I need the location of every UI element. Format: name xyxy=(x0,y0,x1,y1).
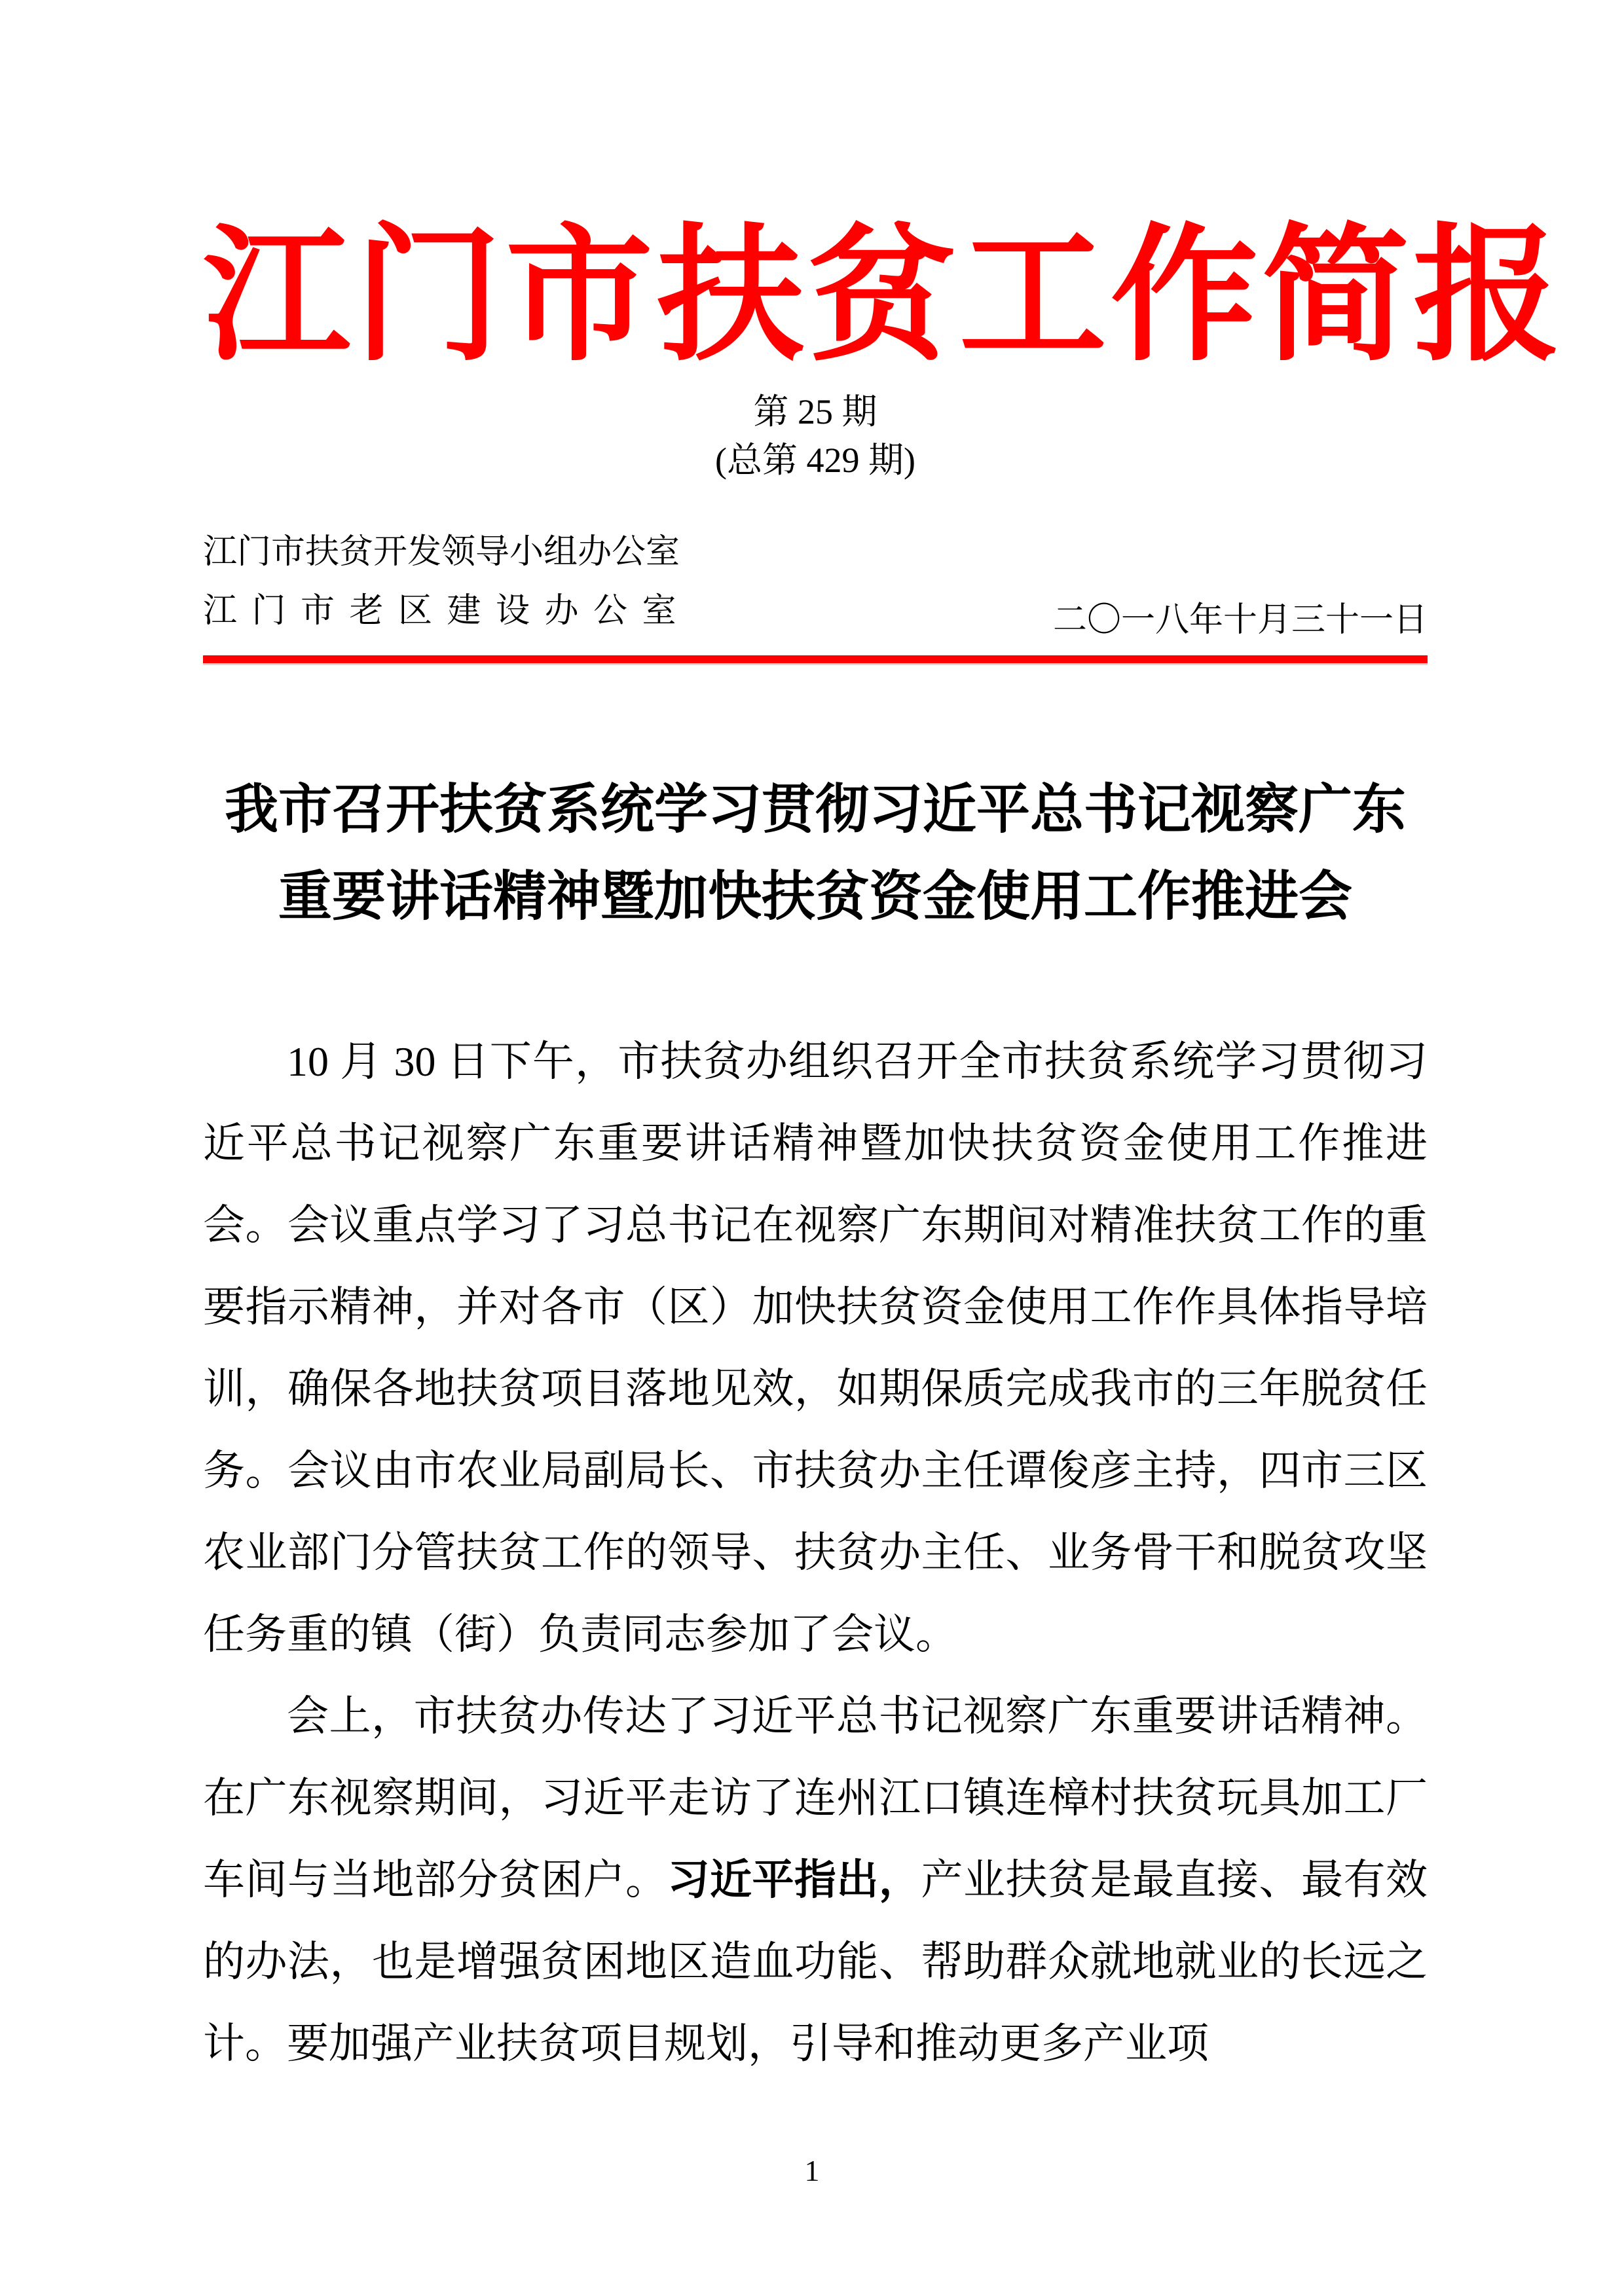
paragraph-1-text: 10 月 30 日下午，市扶贫办组织召开全市扶贫系统学习贯彻习近平总书记视察广东重要讲话精神暨加快扶贫资金使用工作推进会。会议重点学习了习总书记在视察广东期间对精准扶贫工作的重要指示精神，并对各市（区）加快扶贫资金使用工作作具体指导培训，确保各地扶贫项目落地见效，如期保质完成我市的三年脱贫任务。会议由市农业局副局长、市扶贫办主任谭俊彦主持，四市三区农业部门分管扶贫工作的领导、扶贫办主任、业务骨干和脱贫攻坚任务重的镇（街）负责同志参加了会议。 xyxy=(203,1038,1428,1658)
issuing-organizations xyxy=(203,523,692,642)
issue-date: 二〇一八年十月三十一日 xyxy=(1052,602,1428,640)
article-title-line-1: 我市召开扶贫系统学习贯彻习近平总书记视察广东 xyxy=(224,780,1406,840)
page-number: 1 xyxy=(804,2154,820,2187)
issue-number: 第 25 期 xyxy=(753,392,877,431)
org-line-2: 江门市老区建设办公室 xyxy=(203,592,692,630)
paragraph-2-text: 会上，市扶贫办传达了习近平总书记视察广东重要讲话精神。在广东视察期间，习近平走访了连州江口镇连樟村扶贫玩具加工厂车间与当地部分贫困户。 xyxy=(203,1693,1428,1904)
org-line-1: 江门市扶贫开发领导小组办公室 xyxy=(203,533,680,571)
red-divider-rule xyxy=(203,655,1428,663)
paragraph-1 xyxy=(203,1021,1428,1675)
article-title-line-2: 重要讲话精神暨加快扶贫资金使用工作推进会 xyxy=(278,867,1352,927)
article-body xyxy=(203,1021,1428,2085)
paragraph-2 xyxy=(203,1675,1428,2085)
article-title xyxy=(203,767,1428,941)
paragraph-2-bold-text: 习近平指出， xyxy=(667,1857,921,1904)
issue-total-number: (总第 429 期) xyxy=(715,441,915,481)
masthead-info-row xyxy=(203,523,1428,642)
masthead-title: 江门市扶贫工作简报 xyxy=(203,215,1564,378)
paragraph-2-text-continued: 产业扶贫是最直接、最有效的办法，也是增强贫困地区造血功能、帮助群众就地就业的长远之计。要加强产业扶贫项目规划，引导和推动更多产业项 xyxy=(203,1857,1428,2068)
